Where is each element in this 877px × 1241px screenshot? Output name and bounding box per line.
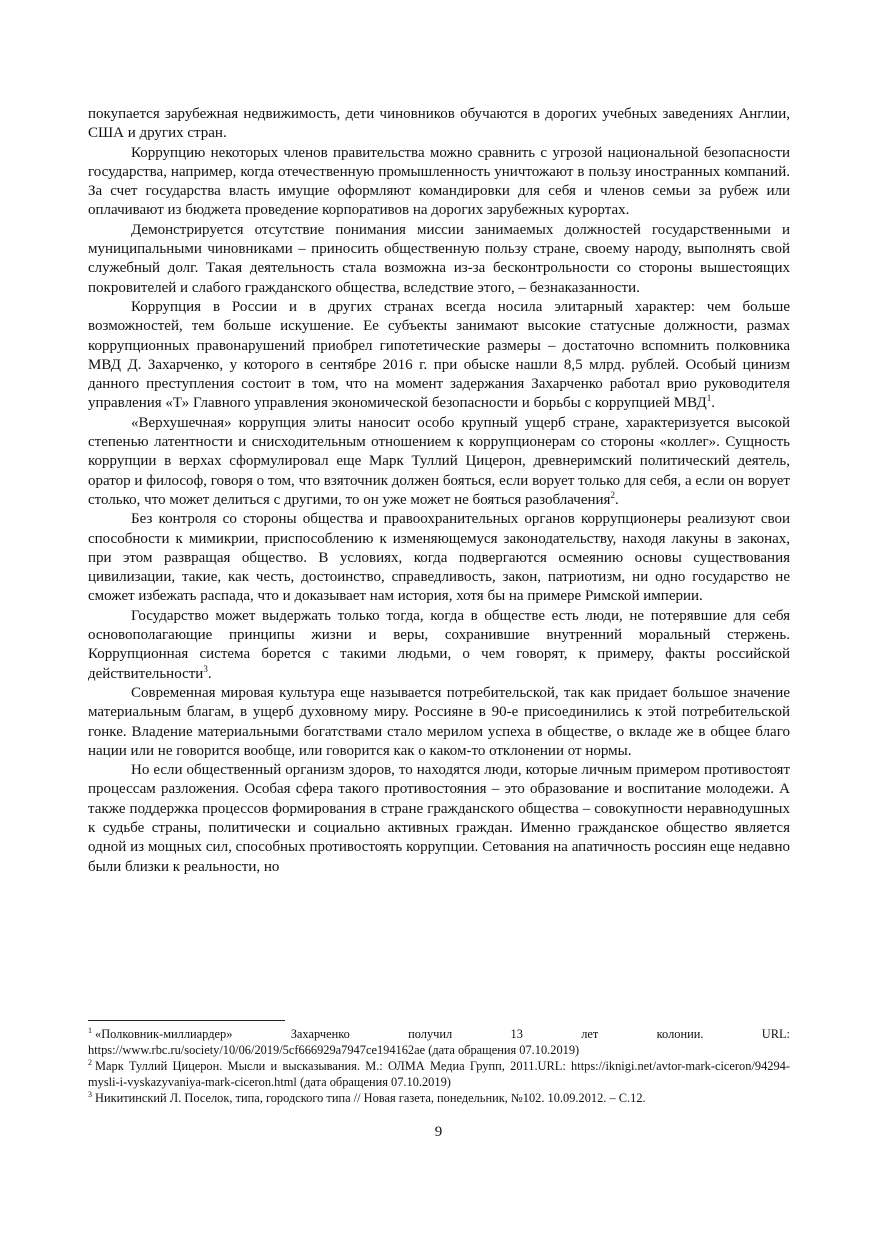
- paragraph-4: Коррупция в России и в других странах всегда носила элитарный характер: чем больше возможностей, тем больше искушение. Ее субъекты занимают высокие статусные должности, размах коррупционных правонарушений приобрел гипотетические размеры – достаточно вспомнить полковника МВД Д. Захарченко, у которого в сентябре 2016 г. при обыске нашли 8,5 млрд. рублей. Особый цинизм данного преступления состоит в том, что на момент задержания Захарченко работал врио руководителя управления «Т» Главного управления экономической безопасности и борьбы с коррупцией МВД$^1$.: [88, 298, 790, 412]
- footnote-ref-2[interactable]: 2: [610, 489, 615, 500]
- footnote-1-line1: $^1$ «Полковник-миллиардер» Захарченко получил 13 лет колонии. URL:: [88, 1025, 790, 1041]
- paragraph-7: Государство может выдержать только тогда, когда в обществе есть люди, не потерявшие для себя основополагающие принципы жизни и веры, сохранившие внутренний моральный стержень. Коррупционная система борется с такими людьми, о чем говорят, к примеру, факты российской действительности$^3$.: [88, 607, 790, 682]
- paragraph-2: Коррупцию некоторых членов правительства можно сравнить с угрозой национальной безопасности государства, например, когда отечественную промышленность уничтожают в пользу иностранных компаний. За счет государства власть имущие оформляют командировки для себя и членов семьи за рубеж или оплачивают из бюджета проведение корпоративов на дорогих зарубежных курортах.: [88, 144, 790, 219]
- footnote-1-url[interactable]: https://www.rbc.ru/society/10/06/2019/5cf666929a7947ce194162ae (дата обращения 07.10.2019): [88, 1042, 580, 1057]
- page-number: 9: [434, 1124, 443, 1140]
- footnote-1-number: 1: [88, 1025, 92, 1035]
- footnote-ref-3[interactable]: 3: [203, 663, 208, 674]
- paragraph-9: Но если общественный организм здоров, то находятся люди, которые личным примером противостоят процессам разложения. Особая сфера такого противостояния – это образование и воспитание молодежи. А также поддержка процессов формирования в стране гражданского общества – совокупности неравнодушных к судьбе страны, политически и социально активных граждан. Именно гражданское общество является одной из мощных сил, способных противостоять коррупции. Сетования на апатичность россиян еще недавно были близки к реальности, но: [88, 762, 790, 875]
- paragraph-5: «Верхушечная» коррупция элиты наносит особо крупный ущерб стране, характеризуется высокой степенью латентности и снисходительным отношением к коррупционерам со стороны «коллег». Сущность коррупции в верхах сформулировал еще Марк Туллий Цицерон, древнеримский политический деятель, оратор и философ, говоря о том, что взяточник должен бояться, если ворует только для себя, а если он ворует столько, что может делиться с другими, то он уже может не бояться разоблачения$^2$.: [88, 414, 790, 508]
- footnote-3-number: 3: [88, 1089, 92, 1099]
- footnote-ref-1[interactable]: 1: [706, 393, 712, 404]
- footnotes-section: [88, 1020, 790, 1108]
- footnote-3: $^3$ Никитинский Л. Поселок, типа, городского типа // Новая газета, понедельник, №102. 10.09.2012. – С.12.: [88, 1089, 646, 1105]
- paragraph-3: Демонстрируется отсутствие понимания миссии занимаемых должностей государственными и муниципальными чиновниками – приносить общественную пользу стране, своему народу, выполнять свой служебный долг. Такая деятельность стала возможна из-за бесконтрольности со стороны вышестоящих покровителей и слабого гражданского общества, вследствие этого, – безнаказанности.: [88, 221, 790, 296]
- paragraph-1: покупается зарубежная недвижимость, дети чиновников обучаются в дорогих учебных заведениях Англии, США и других стран.: [88, 106, 790, 142]
- footnote-1: [88, 1027, 790, 1058]
- footnote-2: $^2$ Марк Туллий Цицерон. Мысли и высказывания. М.: ОЛМА Медиа Групп, 2011.URL: https://iknigi.net/avtor-mark-ciceron/94294-mysli-i-vyskazyvaniya-mark-ciceron.html (дата обращения 07.10.2019): [88, 1057, 790, 1089]
- document-body: [88, 105, 790, 877]
- paragraph-6: Без контроля со стороны общества и правоохранительных органов коррупционеры реализуют свои способности к мимикрии, приспособлению к изменяющемуся законодательству, находя лакуны в законах, при этом развращая общество. В условиях, когда подвергаются осмеянию основы существования цивилизации, такие, как честь, достоинство, справедливость, закон, патриотизм, ни одно государство не сможет избежать распада, что и доказывает нам история, хотя бы на примере Римской империи.: [88, 511, 790, 605]
- paragraph-8: Современная мировая культура еще называется потребительской, так как придает большое значение материальным благам, в ущерб духовному миру. Россияне в 90-е присоединились к этой потребительской гонке. Владение материальными богатствами стало мерилом успеха в обществе, о вкладе же в общее благо нации или не говорится вообще, или говорится как о каком-то отклонении от нормы.: [88, 684, 790, 759]
- footnote-separator: [88, 1020, 285, 1021]
- footnote-2-number: 2: [88, 1057, 92, 1067]
